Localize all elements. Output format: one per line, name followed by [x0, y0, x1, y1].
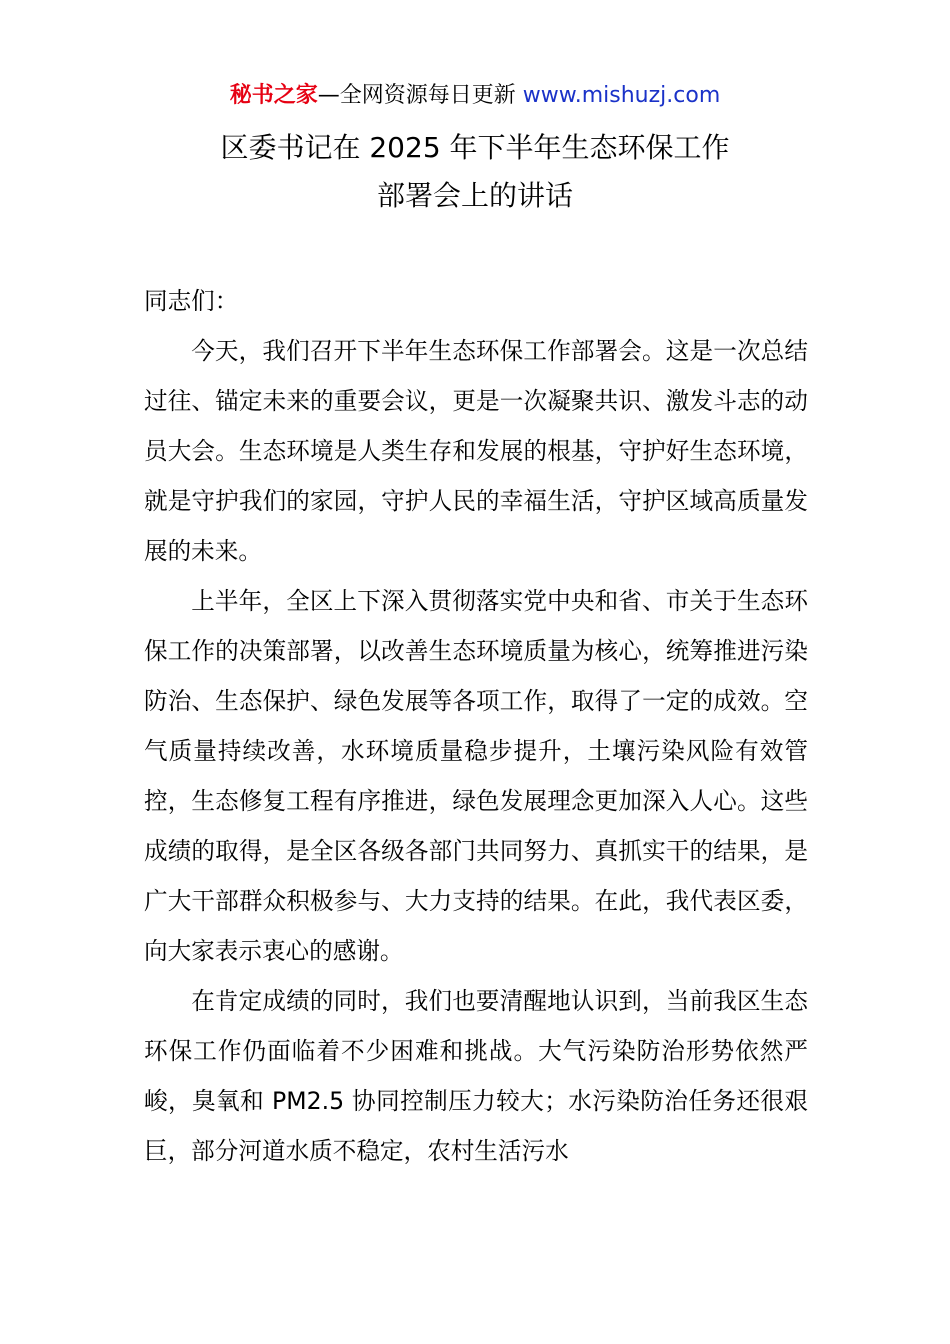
document-body	[144, 276, 808, 1176]
paragraph-2: 上半年，全区上下深入贯彻落实党中央和省、市关于生态环保工作的决策部署，以改善生态环境质量为核心，统筹推进污染防治、生态保护、绿色发展等各项工作，取得了一定的成效。空气质量持续改善，水环境质量稳步提升，土壤污染风险有效管控，生态修复工程有序推进，绿色发展理念更加深入人心。这些成绩的取得，是全区各级各部门共同努力、真抓实干的结果，是广大干部群众积极参与、大力支持的结果。在此，我代表区委，向大家表示衷心的感谢。	[144, 587, 808, 965]
site-url-link[interactable]: www.mishuzj.com	[522, 83, 721, 108]
brand-name: 秘书之家	[229, 83, 318, 108]
paragraph-1: 今天，我们召开下半年生态环保工作部署会。这是一次总结过往、锚定未来的重要会议，更是一次凝聚共识、激发斗志的动员大会。生态环境是人类生存和发展的根基，守护好生态环境，就是守护我们的家园，守护人民的幸福生活，守护区域高质量发展的未来。	[144, 337, 808, 565]
document-title-line-2: 部署会上的讲话	[376, 179, 573, 212]
site-header	[0, 80, 950, 112]
paragraph-3: 在肯定成绩的同时，我们也要清醒地认识到，当前我区生态环保工作仍面临着不少困难和挑战。大气污染防治形势依然严峻，臭氧和 PM2.5 协同控制压力较大；水污染防治任务还很艰巨，部分河道水质不稳定，农村生活污水	[144, 987, 808, 1165]
document-title-line-1: 区委书记在 2025 年下半年生态环保工作	[220, 131, 730, 164]
header-tagline: —全网资源每日更新	[317, 83, 523, 108]
salutation: 同志们：	[144, 287, 239, 315]
